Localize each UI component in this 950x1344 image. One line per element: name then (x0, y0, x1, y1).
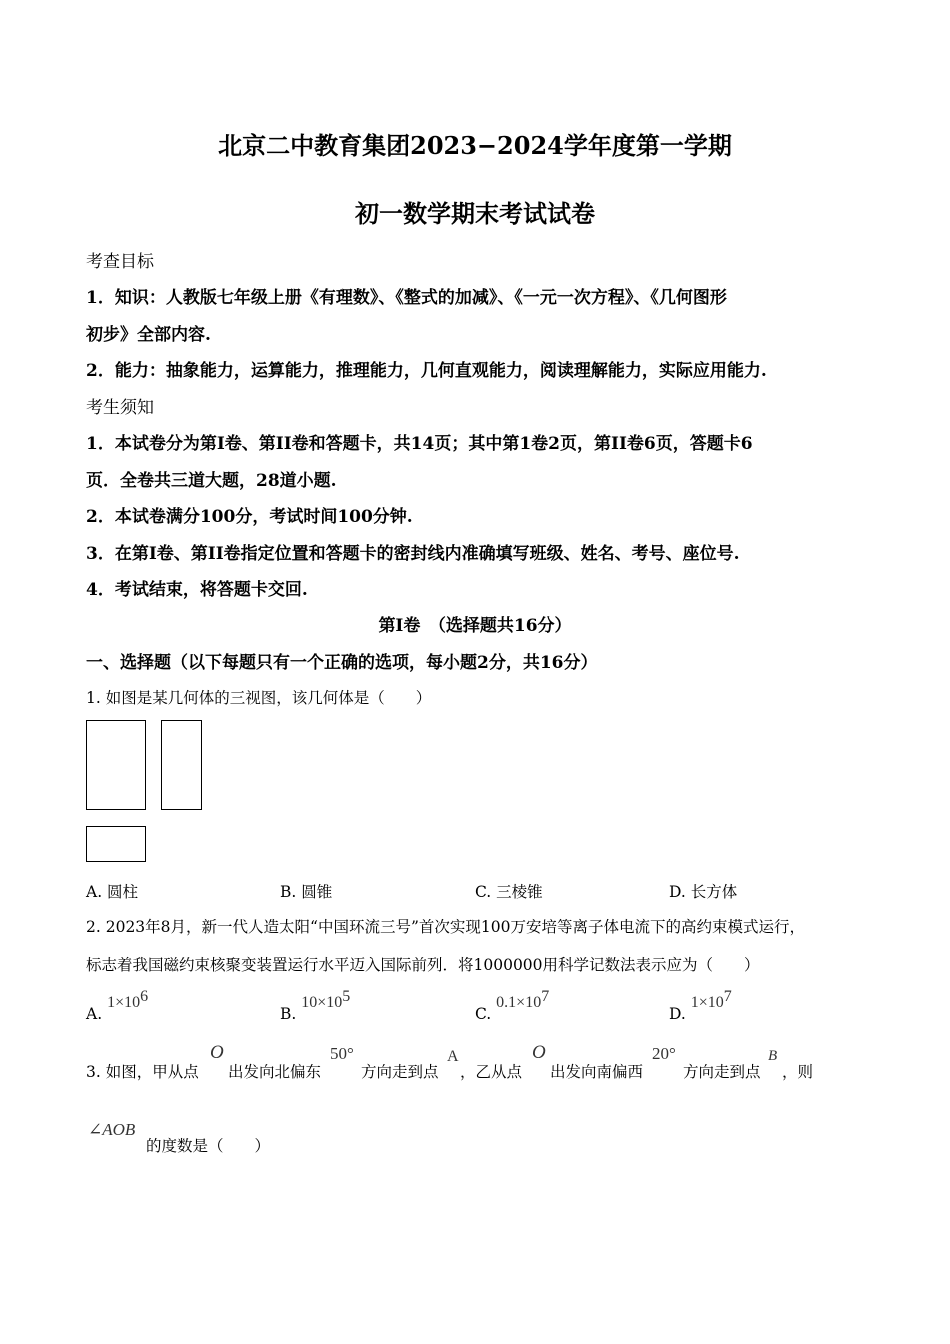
q3-point-o2: O (532, 1042, 546, 1063)
exam-title-line2: 初一数学期末考试试卷 (355, 199, 595, 228)
q3-part7: ，则 (782, 1063, 814, 1081)
q3-angle-name: ∠AOB (88, 1120, 136, 1139)
q1-stem: 1. 如图是某几何体的三视图，该几何体是（ ） (86, 689, 432, 707)
q1-option-b: B. 圆锥 (280, 883, 333, 901)
instructions-item4: 4．考试结束，将答题卡交回. (86, 580, 308, 600)
q3-angle2: 20° (652, 1044, 676, 1063)
q2-option-d-exp: 7 (723, 988, 732, 1005)
q2-option-c-base: 0.1×10 (496, 994, 542, 1012)
q3-part2: 出发向北偏东 (228, 1063, 322, 1081)
q3-angle1: 50° (330, 1044, 354, 1063)
q2-option-d-base: 1×10 (690, 994, 724, 1012)
q3-point-b: B (768, 1048, 778, 1064)
instructions-item2: 2．本试卷满分100分，考试时间100分钟. (86, 507, 413, 527)
q2-option-b-letter: B. (280, 1005, 297, 1024)
q2-stem-line2: 标志着我国磁约束核聚变装置运行水平迈入国际前列．将1000000用科学记数法表示应为（ ） (86, 956, 760, 974)
top-view-rectangle (86, 826, 146, 862)
q3-part3: 方向走到点 (361, 1063, 439, 1081)
q2-option-a-letter: A. (86, 1005, 103, 1024)
instructions-heading: 考生须知 (86, 398, 154, 418)
exam-title-line1: 北京二中教育集团2023−2024学年度第一学期 (218, 131, 732, 160)
q3-part1: 3. 如图，甲从点 (86, 1063, 199, 1081)
objectives-item1-line2: 初步》全部内容. (86, 325, 211, 345)
q2-option-c (475, 988, 550, 1024)
instructions-item3: 3．在第I卷、第II卷指定位置和答题卡的密封线内准确填写班级、姓名、考号、座位号. (86, 544, 740, 564)
q2-option-d (669, 988, 732, 1024)
section-heading: 一、选择题（以下每题只有一个正确的选项，每小题2分，共16分） (86, 653, 598, 673)
q2-stem-line1: 2. 2023年8月，新一代人造太阳“中国环流三号”首次实现100万安培等离子体电流下的高约束模式运行， (86, 918, 805, 936)
objectives-item2: 2．能力：抽象能力，运算能力，推理能力，几何直观能力，阅读理解能力，实际应用能力. (86, 361, 767, 381)
q1-option-c: C. 三棱锥 (475, 883, 543, 901)
q3-part4: ，乙从点 (460, 1063, 523, 1081)
q2-option-a-exp: 6 (140, 988, 149, 1005)
q3-point-o1: O (210, 1042, 224, 1063)
q2-option-b-exp: 5 (342, 988, 351, 1005)
side-view-rectangle (161, 720, 202, 810)
q2-option-b (280, 988, 351, 1024)
q2-option-c-exp: 7 (541, 988, 550, 1005)
q2-option-c-letter: C. (475, 1005, 492, 1024)
objectives-item1-line1: 1．知识：人教版七年级上册《有理数》、《整式的加减》、《一元一次方程》、《几何图形 (86, 288, 727, 308)
q3-part5: 出发向南偏西 (550, 1063, 644, 1081)
instructions-item1-line1: 1．本试卷分为第I卷、第II卷和答题卡，共14页；其中第1卷2页，第II卷6页，答题卡6 (86, 434, 753, 454)
q3-point-a: A (447, 1048, 459, 1065)
q3-part8: 的度数是（ ） (146, 1137, 271, 1155)
q2-option-d-letter: D. (669, 1005, 686, 1024)
q3-part6: 方向走到点 (683, 1063, 761, 1081)
q1-option-d: D. 长方体 (669, 883, 738, 901)
volume-heading: 第I卷 （选择题共16分） (378, 616, 572, 636)
objectives-heading: 考查目标 (86, 252, 154, 272)
q1-option-a: A. 圆柱 (86, 883, 139, 901)
q2-option-a-base: 1×10 (107, 994, 141, 1012)
instructions-item1-line2: 页．全卷共三道大题，28道小题. (86, 471, 337, 491)
front-view-rectangle (86, 720, 146, 810)
q2-option-a (86, 988, 149, 1024)
q2-option-b-base: 10×10 (301, 994, 343, 1012)
